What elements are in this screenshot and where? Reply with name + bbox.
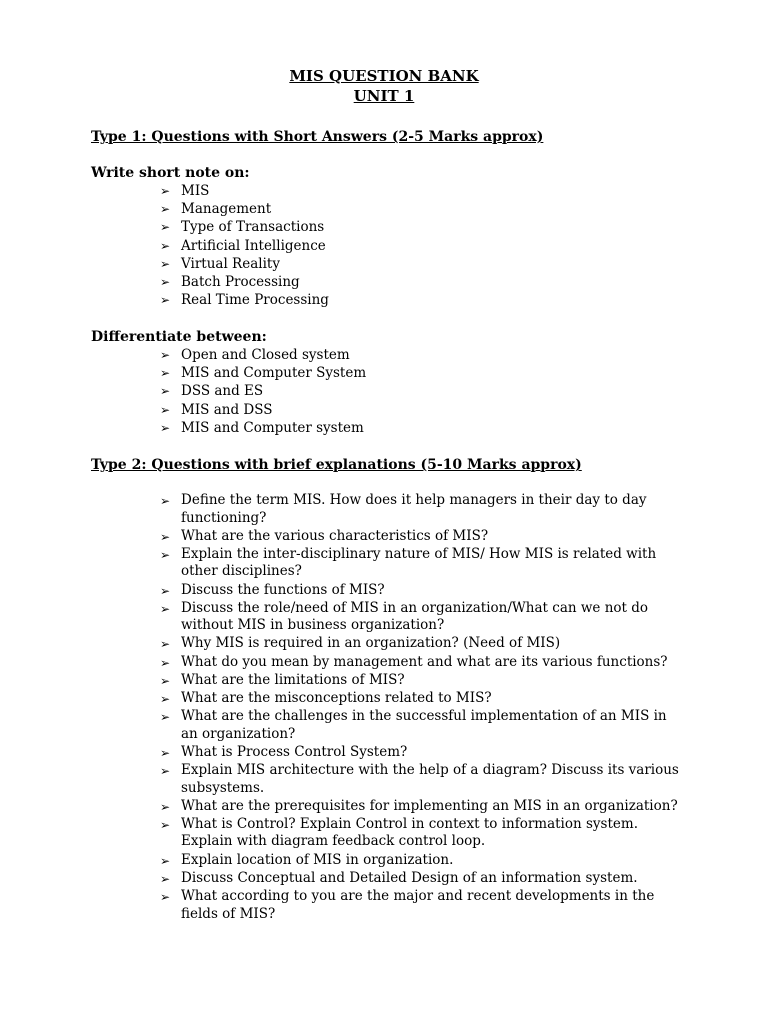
list-item	[160, 654, 680, 672]
list-item-text: Management	[181, 201, 272, 218]
type2-question-list	[160, 492, 680, 924]
short-note-list	[160, 182, 329, 309]
list-item-text: MIS and Computer system	[181, 419, 364, 436]
arrowhead-bullet-icon: ➢	[160, 293, 171, 308]
list-item-text: MIS	[181, 183, 210, 199]
arrowhead-bullet-icon: ➢	[160, 420, 171, 435]
list-item-text: MIS and Computer System	[181, 365, 367, 382]
list-item	[160, 708, 680, 743]
list-item	[160, 492, 680, 527]
list-item	[160, 582, 680, 600]
list-item	[160, 419, 366, 437]
list-item-text: Explain the inter-disciplinary nature of MIS/ How MIS is related with other disciplines?	[181, 545, 657, 580]
arrowhead-bullet-icon: ➢	[160, 601, 171, 616]
list-item	[160, 888, 680, 923]
short-note-label: Write short note on:	[91, 165, 250, 181]
differentiate-label: Differentiate between:	[91, 329, 267, 345]
list-item-text: What are the prerequisites for implementing an MIS in an organization?	[181, 797, 678, 814]
list-item	[160, 744, 680, 762]
list-item	[160, 200, 329, 218]
list-item	[160, 852, 680, 870]
list-item-text: Type of Transactions	[181, 219, 325, 236]
arrowhead-bullet-icon: ➢	[160, 402, 171, 417]
arrowhead-bullet-icon: ➢	[160, 637, 171, 652]
arrowhead-bullet-icon: ➢	[160, 494, 171, 508]
list-item	[160, 346, 366, 364]
list-item-text: Discuss the role/need of MIS in an organization/What can we not do without MIS in business organization?	[181, 599, 648, 634]
list-item	[160, 255, 329, 273]
list-item-text: What are the limitations of MIS?	[181, 671, 405, 688]
list-item	[160, 291, 329, 309]
type1-heading: Type 1: Questions with Short Answers (2-5 Marks approx)	[91, 129, 544, 145]
arrowhead-bullet-icon: ➢	[160, 547, 171, 562]
list-item	[160, 546, 680, 581]
arrowhead-bullet-icon: ➢	[160, 202, 171, 217]
list-item	[160, 690, 680, 708]
arrowhead-bullet-icon: ➢	[160, 817, 171, 832]
list-item	[160, 364, 366, 382]
arrowhead-bullet-icon: ➢	[160, 799, 171, 814]
list-item-text: What according to you are the major and recent developments in the fields of MIS?	[181, 888, 655, 922]
type2-heading: Type 2: Questions with brief explanations (5-10 Marks approx)	[91, 457, 582, 473]
list-item-text: Explain MIS architecture with the help of a diagram? Discuss its various subsystems.	[181, 762, 679, 796]
list-item	[160, 382, 366, 400]
arrowhead-bullet-icon: ➢	[160, 366, 171, 381]
arrowhead-bullet-icon: ➢	[160, 890, 171, 904]
arrowhead-bullet-icon: ➢	[160, 348, 171, 362]
document-title: MIS QUESTION BANK	[289, 67, 479, 85]
list-item	[160, 762, 680, 797]
list-item	[160, 218, 329, 236]
list-item	[160, 273, 329, 291]
list-item	[160, 635, 680, 653]
list-item	[160, 237, 329, 255]
list-item-text: Explain location of MIS in organization.	[181, 851, 454, 868]
list-item-text: What are the challenges in the successful implementation of an MIS in an organization?	[181, 708, 667, 742]
arrowhead-bullet-icon: ➢	[160, 710, 171, 725]
differentiate-list	[160, 346, 366, 437]
list-item-text: What is Process Control System?	[181, 743, 408, 760]
arrowhead-bullet-icon: ➢	[160, 583, 171, 598]
arrowhead-bullet-icon: ➢	[160, 871, 171, 886]
list-item-text: Why MIS is required in an organization? (Need of MIS)	[181, 635, 561, 652]
arrowhead-bullet-icon: ➢	[160, 529, 171, 544]
arrowhead-bullet-icon: ➢	[160, 853, 171, 868]
list-item-text: Real Time Processing	[181, 292, 329, 309]
list-item-text: DSS and ES	[181, 383, 264, 400]
arrowhead-bullet-icon: ➢	[160, 673, 171, 688]
list-item	[160, 182, 329, 200]
list-item-text: Discuss Conceptual and Detailed Design of an information system.	[181, 869, 638, 886]
list-item-text: What are the various characteristics of MIS?	[181, 527, 489, 544]
unit-title: UNIT 1	[353, 87, 415, 105]
list-item	[160, 816, 680, 851]
arrowhead-bullet-icon: ➢	[160, 275, 171, 290]
arrowhead-bullet-icon: ➢	[160, 692, 171, 706]
list-item	[160, 600, 680, 635]
arrowhead-bullet-icon: ➢	[160, 745, 171, 760]
list-item	[160, 672, 680, 690]
list-item	[160, 528, 680, 546]
arrowhead-bullet-icon: ➢	[160, 384, 171, 399]
list-item	[160, 870, 680, 888]
list-item-text: Discuss the functions of MIS?	[181, 581, 385, 598]
list-item-text: What is Control? Explain Control in context to information system. Explain with diagram feedback control loop.	[181, 815, 638, 850]
arrowhead-bullet-icon: ➢	[160, 184, 171, 198]
arrowhead-bullet-icon: ➢	[160, 655, 171, 670]
list-item-text: What do you mean by management and what are its various functions?	[181, 653, 668, 670]
list-item-text: MIS and DSS	[181, 401, 273, 418]
list-item	[160, 401, 366, 419]
arrowhead-bullet-icon: ➢	[160, 764, 171, 779]
arrowhead-bullet-icon: ➢	[160, 256, 171, 271]
list-item-text: Virtual Reality	[181, 255, 280, 272]
list-item-text: Artificial Intelligence	[181, 237, 326, 254]
list-item-text: What are the misconceptions related to MIS?	[181, 690, 492, 706]
list-item	[160, 798, 680, 816]
list-item-text: Batch Processing	[181, 274, 300, 291]
arrowhead-bullet-icon: ➢	[160, 238, 171, 253]
list-item-text: Open and Closed system	[181, 347, 350, 363]
list-item-text: Define the term MIS. How does it help managers in their day to day functioning?	[181, 492, 647, 526]
arrowhead-bullet-icon: ➢	[160, 220, 171, 235]
